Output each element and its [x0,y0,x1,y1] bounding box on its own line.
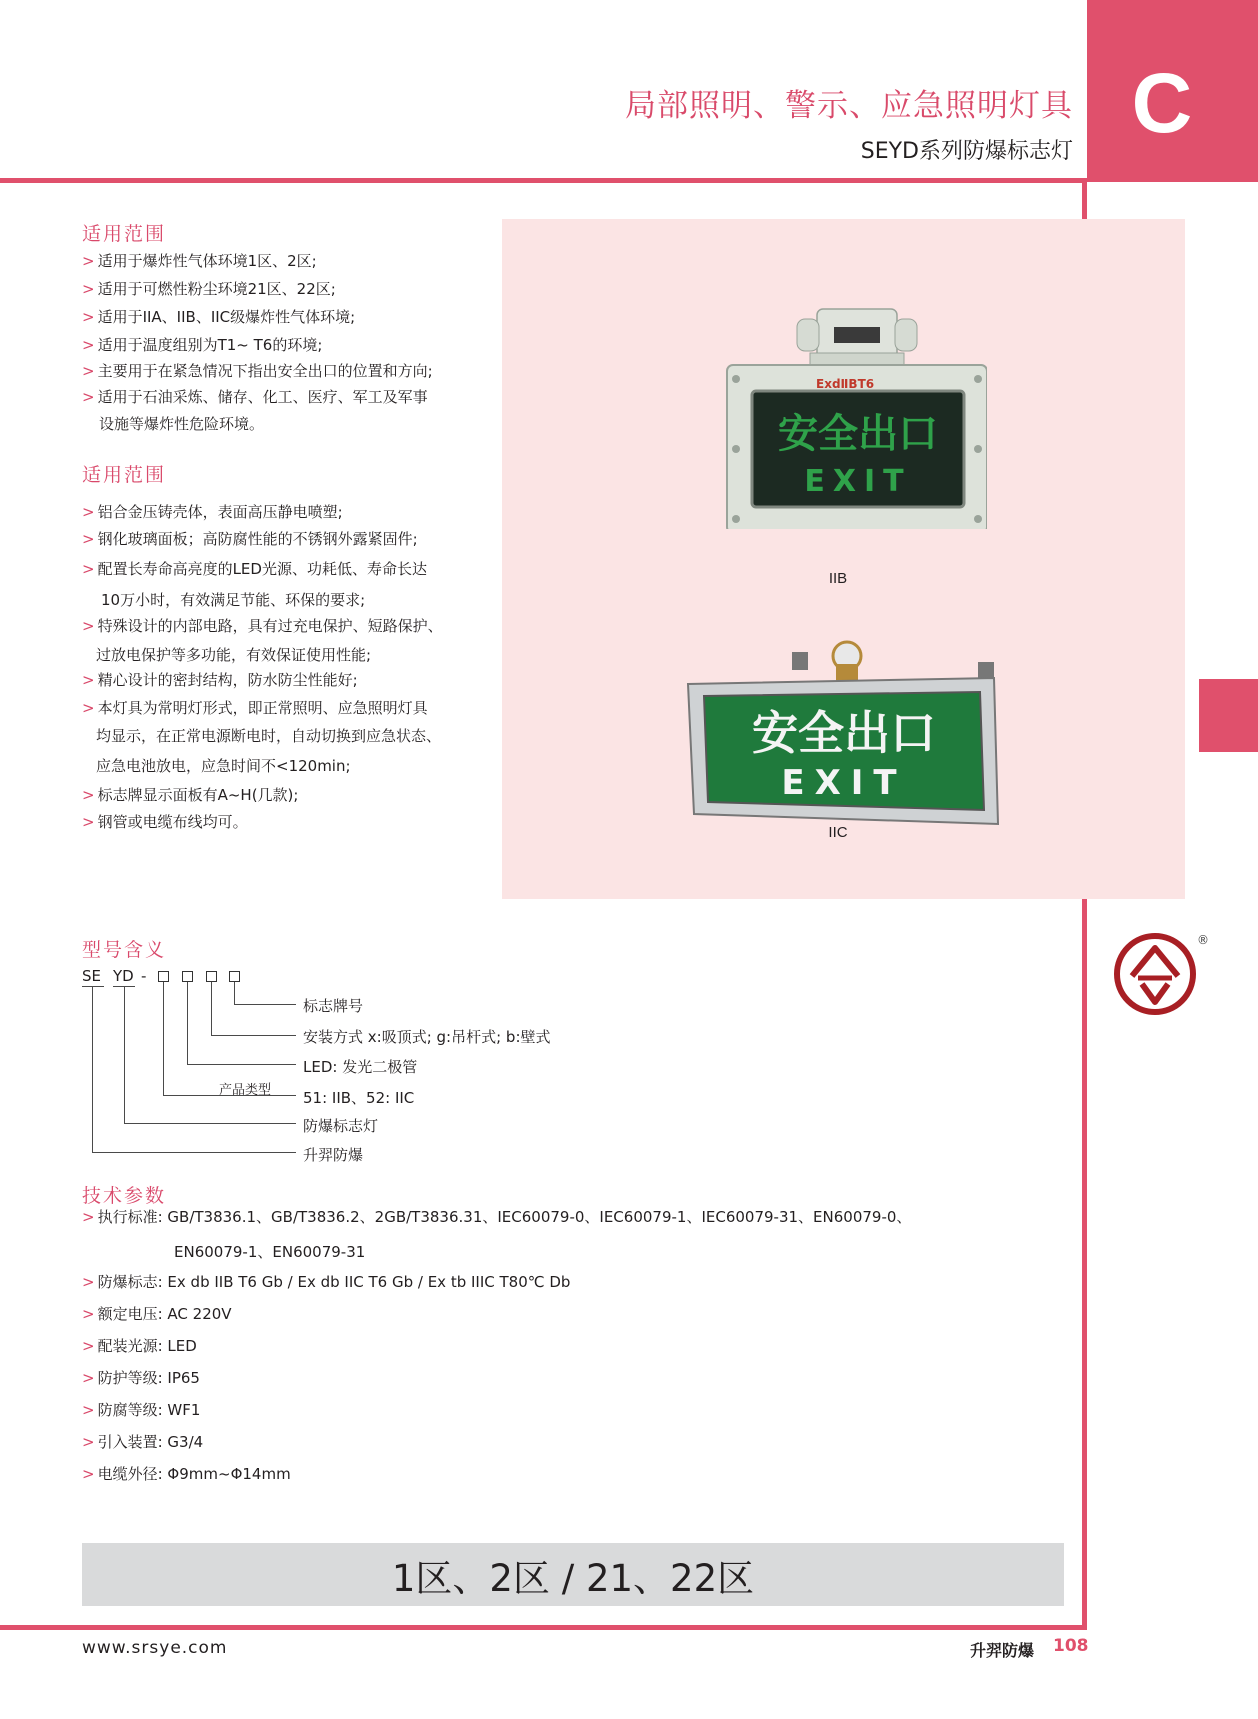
footer-brand: 升羿防爆 [970,1641,1035,1660]
list-item [82,383,428,411]
bullet-icon: > [82,1433,95,1451]
model-heading: 型号含义 [82,939,167,961]
list-item [82,694,428,722]
spec-label: 电缆外径: [97,1465,163,1483]
model-slot-box [206,971,217,982]
bullet-icon: > [82,1465,95,1483]
list-item-text: 特殊设计的内部电路，具有过充电保护、短路保护、 [97,617,443,635]
bullet-icon: > [82,699,95,717]
bullet-icon: > [82,388,95,406]
bullet-icon: > [82,1305,95,1323]
bullet-icon: > [82,252,95,270]
bullet-icon: > [82,280,95,298]
model-code-yd: YD [113,967,134,985]
list-item-text: 铝合金压铸壳体，表面高压静电喷塑; [97,503,343,521]
list-item-continuation: 设施等爆炸性危险环境。 [99,415,265,433]
list-item [82,781,298,809]
spec-label: 配装光源: [97,1337,163,1355]
spec-value: G3/4 [167,1433,204,1451]
model-label: 升羿防爆 [303,1146,364,1164]
zone-banner-text: 1区、2区 / 21、22区 [391,1557,755,1600]
page-number: 108 [1053,1636,1089,1656]
list-item [82,555,427,583]
list-item [82,612,443,640]
code-underline [82,986,104,987]
model-label: LED: 发光二极管 [303,1058,418,1076]
spec-row [82,1396,200,1424]
list-item-text: 适用于石油采炼、储存、化工、医疗、军工及军事 [97,388,428,406]
bullet-icon: > [82,362,95,380]
list-item [82,525,418,553]
iib-sign-en: EXIT [804,464,912,499]
list-item-text: 适用于可燃性粉尘环境21区、22区; [97,280,336,298]
spec-label: 引入装置: [97,1433,163,1451]
bullet-icon: > [82,813,95,831]
spec-value-continuation: EN60079-1、EN60079-31 [174,1243,366,1261]
list-item-text: 主要用于在紧急情况下指出安全出口的位置和方向; [97,362,433,380]
spec-row [82,1428,203,1456]
spec-value: AC 220V [167,1305,232,1323]
list-item [82,498,343,526]
product-iic-image [684,634,1002,834]
list-item-text: 精心设计的密封结构，防水防尘性能好; [97,671,358,689]
model-code-dash: - [141,967,147,985]
iic-sign-en: EXIT [781,763,907,803]
registered-mark: ® [1197,933,1209,947]
scope-heading: 适用范围 [82,223,167,245]
product-image-panel [502,219,1185,899]
model-label: 防爆标志灯 [303,1117,379,1135]
list-item-continuation: 过放电保护等多功能，有效保证使用性能; [96,646,372,664]
list-item [82,247,317,275]
spec-label: 防爆标志: [97,1273,163,1291]
page-title: 局部照明、警示、应急照明灯具 [625,88,1073,124]
spec-row [82,1332,197,1360]
list-item [82,331,322,359]
list-item-text: 钢管或电缆布线均可。 [97,813,248,831]
leader-line [234,982,235,1005]
list-item [82,275,336,303]
model-slot-box [158,971,169,982]
spec-value: WF1 [167,1401,201,1419]
bullet-icon: > [82,1273,95,1291]
list-item [82,808,248,836]
leader-line [92,986,93,1153]
model-label: 标志牌号 [303,997,364,1015]
list-item-text: 适用于爆炸性气体环境1区、2区; [97,252,317,270]
list-item [82,666,358,694]
bullet-icon: > [82,1401,95,1419]
section-letter: C [1131,56,1193,150]
bullet-icon: > [82,336,95,354]
list-item-continuation: 应急电池放电，应急时间不<120min; [96,757,351,775]
leader-line [234,1004,296,1005]
spec-row [82,1203,911,1231]
leader-line [92,1152,296,1153]
leader-line [124,1123,296,1124]
spec-row [82,1268,570,1296]
spec-value: Φ9mm~Φ14mm [167,1465,291,1483]
list-item-text: 适用于温度组别为T1~ T6的环境; [97,336,323,354]
bullet-icon: > [82,1208,95,1226]
bullet-icon: > [82,530,95,548]
iic-caption: IIC [828,824,848,841]
model-slot-box [182,971,193,982]
list-item [82,303,355,331]
list-item-text: 标志牌显示面板有A~H(几款); [97,786,299,804]
brand-logo [1112,932,1210,1016]
spec-value: GB/T3836.1、GB/T3836.2、2GB/T3836.31、IEC60079-0、IEC60079-1、IEC60079-31、EN60079-0、 [167,1208,912,1226]
spec-value: IP65 [167,1369,200,1387]
page-subtitle: SEYD系列防爆标志灯 [860,139,1073,164]
spec-label: 额定电压: [97,1305,163,1323]
leader-line [187,1064,296,1065]
bullet-icon: > [82,1369,95,1387]
footer-rule [0,1625,1087,1630]
spec-row [82,1364,200,1392]
spec-label: 防护等级: [97,1369,163,1387]
bullet-icon: > [82,1337,95,1355]
iib-sign-cn: 安全出口 [778,411,938,457]
list-item-text: 配置长寿命高亮度的LED光源、功耗低、寿命长达 [97,560,427,578]
model-slot-box [229,971,240,982]
list-item [82,357,433,385]
leader-line [211,982,212,1036]
model-code-se: SE [82,967,101,985]
header-rule [0,178,1087,183]
spec-label: 执行标准: [97,1208,163,1226]
bullet-icon: > [82,617,95,635]
spec-row [82,1300,232,1328]
bullet-icon: > [82,308,95,326]
side-thumb-tab [1199,679,1258,752]
spec-row [82,1460,291,1488]
list-item-continuation: 均显示，在正常电源断电时，自动切换到应急状态、 [96,727,442,745]
bullet-icon: > [82,560,95,578]
model-label: 安装方式 x:吸顶式; g:吊杆式; b:壁式 [303,1028,551,1046]
list-item-text: 钢化玻璃面板；高防腐性能的不锈钢外露紧固件; [97,530,418,548]
iic-sign-cn: 安全出口 [752,706,936,760]
leader-line [211,1035,296,1036]
leader-line [187,982,188,1065]
product-iib-image [722,289,987,529]
spec-value: Ex db IIB T6 Gb / Ex db IIC T6 Gb / Ex tb IIIC T80℃ Db [167,1273,571,1291]
bullet-icon: > [82,786,95,804]
list-item-text: 适用于IIA、IIB、IIC级爆炸性气体环境; [97,308,356,326]
list-item-text: 本灯具为常明灯形式，即正常照明、应急照明灯具 [97,699,428,717]
features-heading: 适用范围 [82,464,167,486]
bullet-icon: > [82,503,95,521]
leader-line [163,982,164,1096]
spec-label: 防腐等级: [97,1401,163,1419]
iib-caption: IIB [828,570,848,587]
spec-value: LED [167,1337,197,1355]
list-item-continuation: 10万小时，有效满足节能、环保的要求; [101,591,366,609]
specs-heading: 技术参数 [82,1185,167,1207]
bullet-icon: > [82,671,95,689]
model-label: 51: IIB、52: IIC [303,1089,415,1107]
product-type-label: 产品类型 [219,1083,272,1098]
leader-line [124,986,125,1124]
website-link[interactable]: www.srsye.com [82,1638,228,1658]
iib-marking: ExdⅡBT6 [816,377,875,391]
